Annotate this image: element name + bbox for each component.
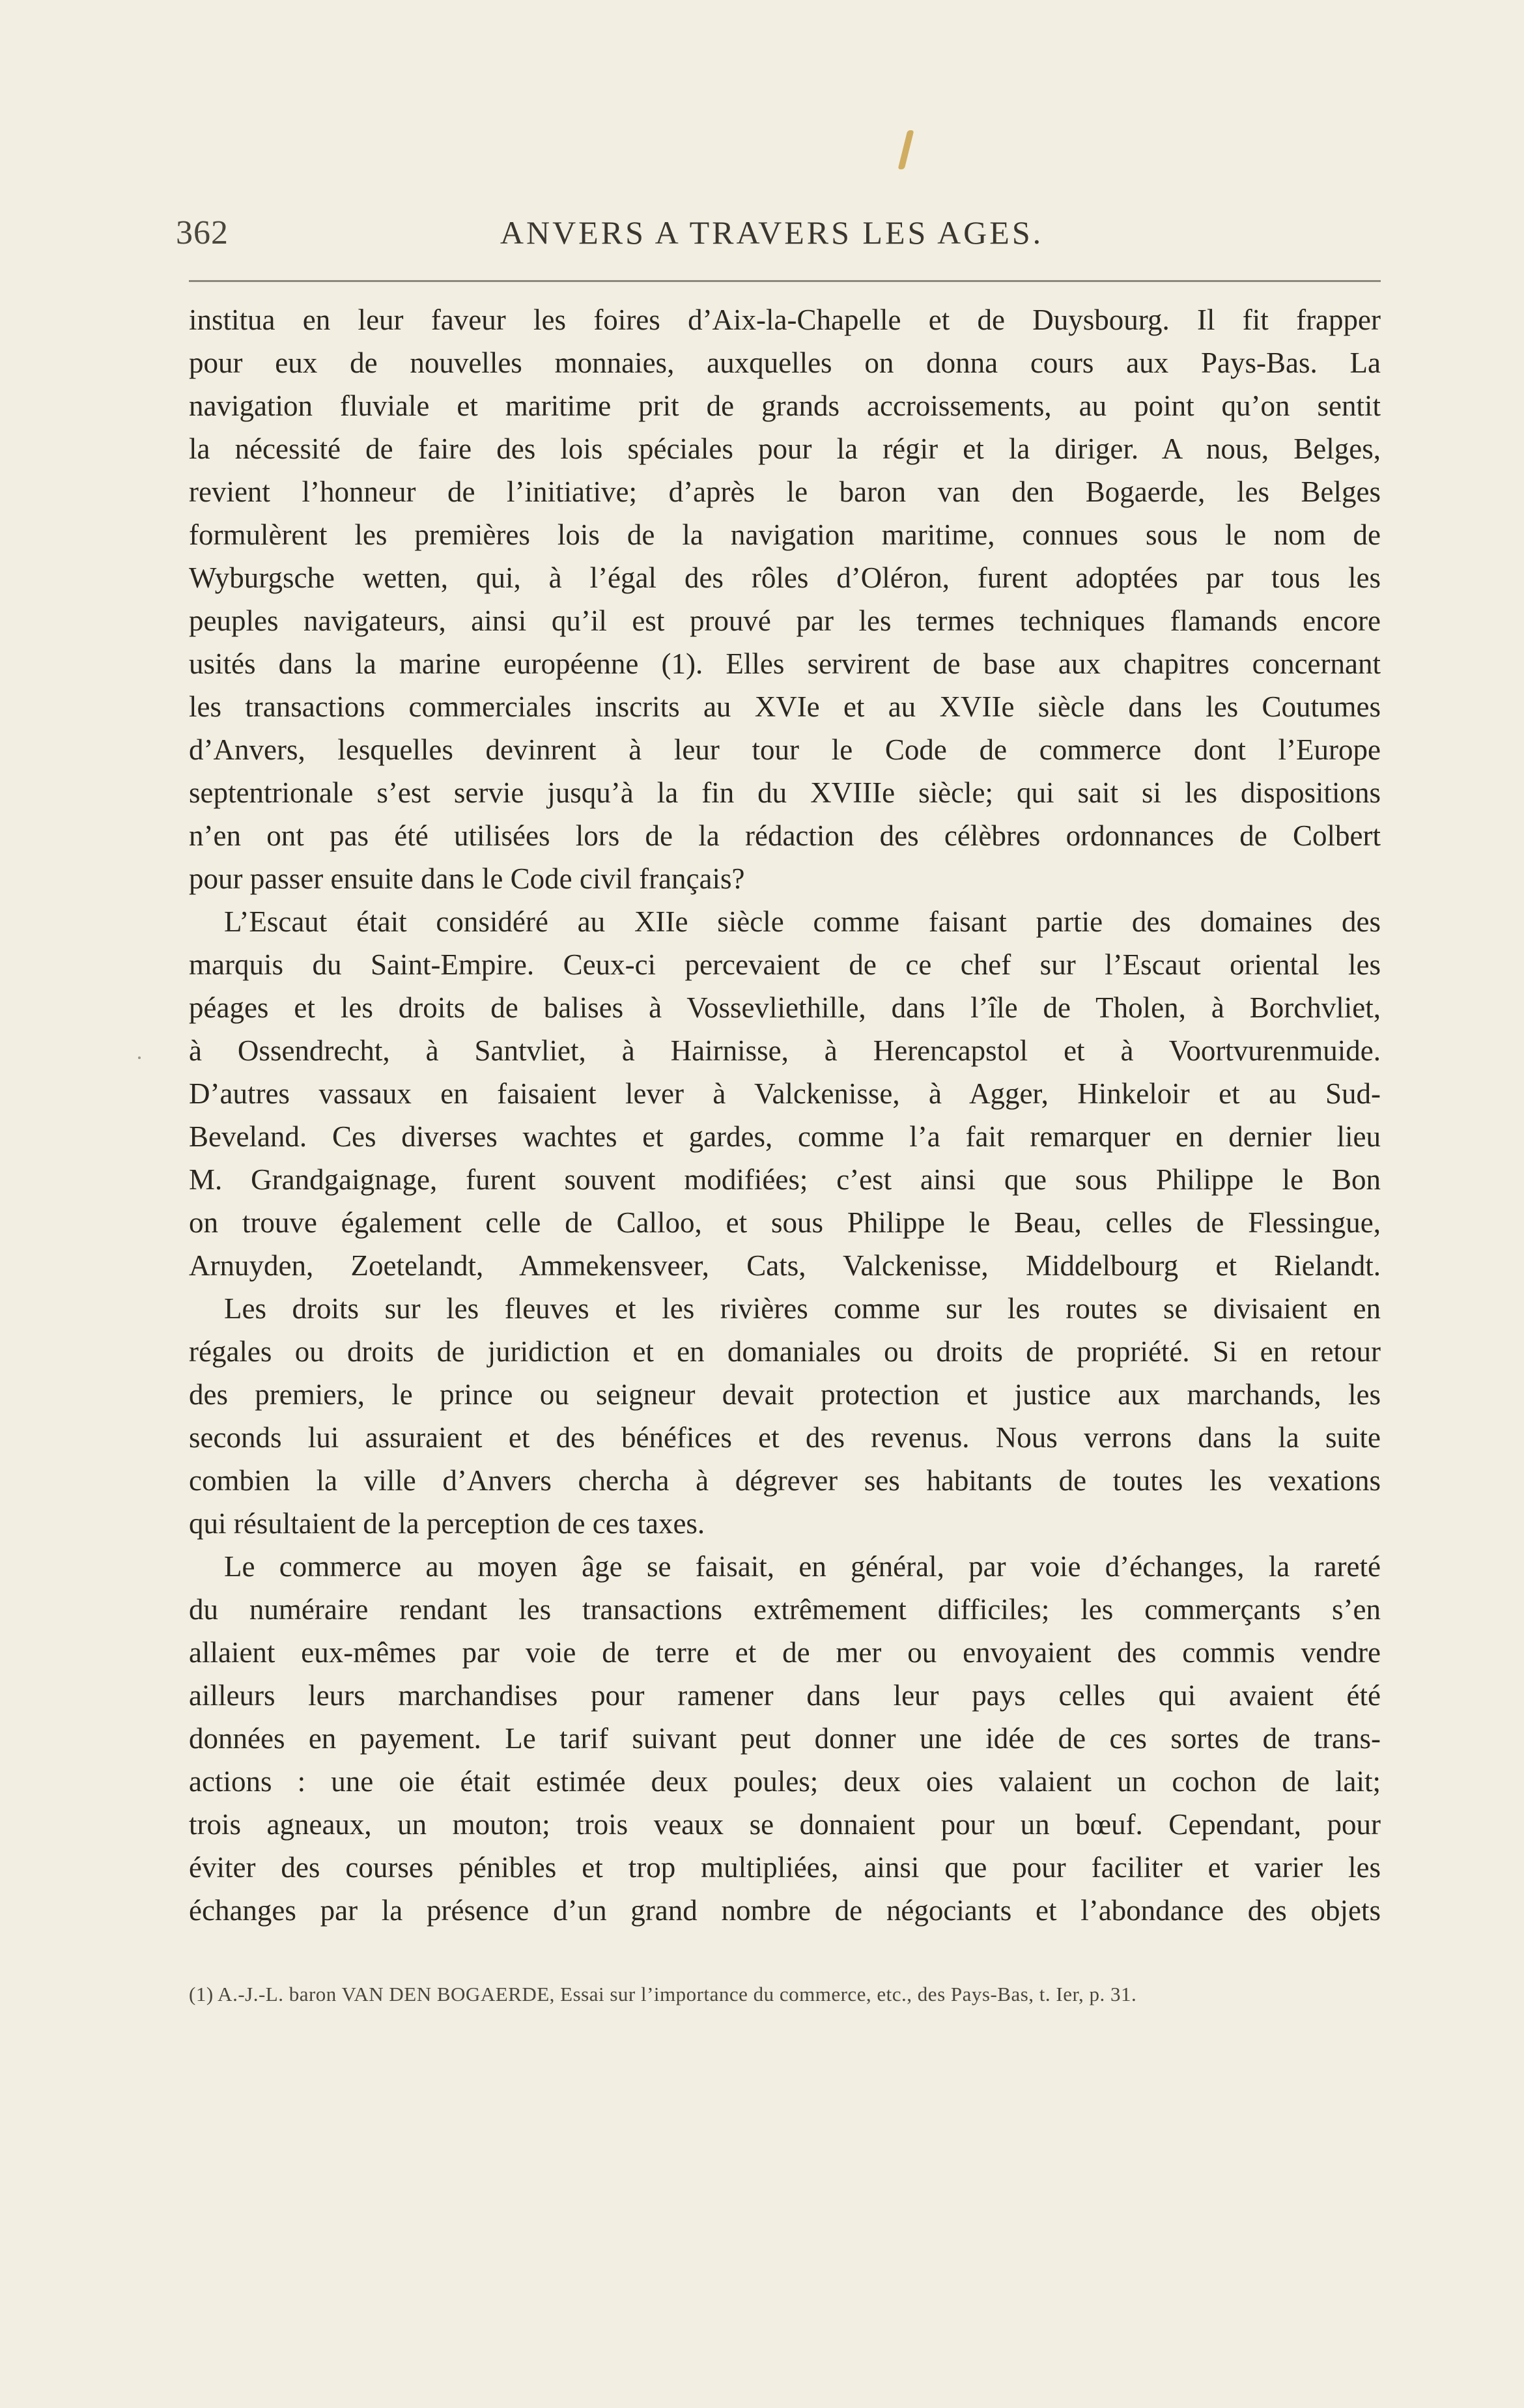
- ink-mark: [898, 130, 914, 169]
- text-line: on trouve également celle de Calloo, et sous Philippe le Beau, celles de Flessingue,: [189, 1206, 1381, 1239]
- text-line: Arnuyden, Zoetelandt, Ammekensveer, Cats, Valckenisse, Middelbourg et Rielandt.: [189, 1249, 1381, 1282]
- text-line: Wyburgsche wetten, qui, à l’égal des rôles d’Oléron, furent adoptées par tous les: [189, 561, 1381, 594]
- text-line: revient l’honneur de l’initiative; d’après le baron van den Bogaerde, les Belges: [189, 475, 1381, 508]
- footnote: (1) A.-J.-L. baron VAN DEN BOGAERDE, Essai sur l’importance du commerce, etc., des Pays-Bas, t. Ier, p. 31.: [189, 1983, 1137, 2005]
- text-line: les transactions commerciales inscrits au XVIe et au XVIIe siècle dans les Coutumes: [189, 690, 1381, 723]
- text-line: d’Anvers, lesquelles devinrent à leur tour le Code de commerce dont l’Europe: [189, 733, 1381, 766]
- text-line: navigation fluviale et maritime prit de grands accroissements, au point qu’on sentit: [189, 390, 1381, 422]
- page-header: [176, 207, 1368, 259]
- text-line: peuples navigateurs, ainsi qu’il est prouvé par les termes techniques flamands encore: [189, 604, 1381, 637]
- text-line: Le commerce au moyen âge se faisait, en général, par voie d’échanges, la rareté: [224, 1550, 1381, 1583]
- running-title: ANVERS A TRAVERS LES AGES.: [500, 214, 1044, 251]
- text-line: du numéraire rendant les transactions extrêmement difficiles; les commerçants s’en: [189, 1593, 1381, 1626]
- text-line: Beveland. Ces diverses wachtes et gardes, comme l’a fait remarquer en dernier lieu: [189, 1120, 1381, 1153]
- text-line: pour passer ensuite dans le Code civil français?: [189, 862, 745, 895]
- text-line: Les droits sur les fleuves et les rivières comme sur les routes se divisaient en: [224, 1292, 1381, 1325]
- text-line: trois agneaux, un mouton; trois veaux se donnaient pour un bœuf. Cependant, pour: [189, 1808, 1381, 1841]
- text-line: des premiers, le prince ou seigneur devait protection et justice aux marchands, les: [189, 1378, 1381, 1411]
- page-number: 362: [176, 214, 229, 251]
- text-line: actions : une oie était estimée deux poules; deux oies valaient un cochon de lait;: [189, 1765, 1381, 1798]
- text-line: à Ossendrecht, à Santvliet, à Hairnisse, à Herencapstol et à Voortvurenmuide.: [189, 1034, 1381, 1067]
- text-line: pour eux de nouvelles monnaies, auxquelles on donna cours aux Pays-Bas. La: [189, 347, 1381, 379]
- text-line: combien la ville d’Anvers chercha à dégrever ses habitants de toutes les vexations: [189, 1464, 1381, 1497]
- header-rule: [189, 280, 1381, 282]
- text-line: seconds lui assuraient et des bénéfices et des revenus. Nous verrons dans la suite: [189, 1421, 1381, 1454]
- text-line: éviter des courses pénibles et trop multipliées, ainsi que pour faciliter et varier les: [189, 1851, 1381, 1884]
- body-text: [189, 298, 1381, 1932]
- text-line: marquis du Saint-Empire. Ceux-ci percevaient de ce chef sur l’Escaut oriental les: [189, 948, 1381, 981]
- margin-speck: [138, 1056, 141, 1059]
- text-line: qui résultaient de la perception de ces taxes.: [189, 1507, 705, 1540]
- text-line: données en payement. Le tarif suivant peut donner une idée de ces sortes de trans-: [189, 1722, 1381, 1755]
- text-line: D’autres vassaux en faisaient lever à Valckenisse, à Agger, Hinkeloir et au Sud-: [189, 1077, 1381, 1110]
- text-line: septentrionale s’est servie jusqu’à la fin du XVIIIe siècle; qui sait si les dispositions: [189, 776, 1381, 809]
- text-line: ailleurs leurs marchandises pour ramener dans leur pays celles qui avaient été: [189, 1679, 1381, 1712]
- text-line: n’en ont pas été utilisées lors de la rédaction des célèbres ordonnances de Colbert: [189, 819, 1381, 852]
- text-line: la nécessité de faire des lois spéciales pour la régir et la diriger. A nous, Belges,: [189, 432, 1381, 465]
- text-line: échanges par la présence d’un grand nombre de négociants et l’abondance des objets: [189, 1894, 1381, 1927]
- text-line: M. Grandgaignage, furent souvent modifiées; c’est ainsi que sous Philippe le Bon: [189, 1163, 1381, 1196]
- text-line: allaient eux-mêmes par voie de terre et de mer ou envoyaient des commis vendre: [189, 1636, 1381, 1669]
- text-line: régales ou droits de juridiction et en domaniales ou droits de propriété. Si en retour: [189, 1335, 1381, 1368]
- text-line: L’Escaut était considéré au XIIe siècle comme faisant partie des domaines des: [224, 905, 1381, 938]
- text-line: péages et les droits de balises à Vossevliethille, dans l’île de Tholen, à Borchvliet,: [189, 991, 1381, 1024]
- text-line: institua en leur faveur les foires d’Aix-la-Chapelle et de Duysbourg. Il fit frapper: [189, 304, 1381, 336]
- text-line: formulèrent les premières lois de la navigation maritime, connues sous le nom de: [189, 518, 1381, 551]
- text-line: usités dans la marine européenne (1). Elles servirent de base aux chapitres concernant: [189, 647, 1381, 680]
